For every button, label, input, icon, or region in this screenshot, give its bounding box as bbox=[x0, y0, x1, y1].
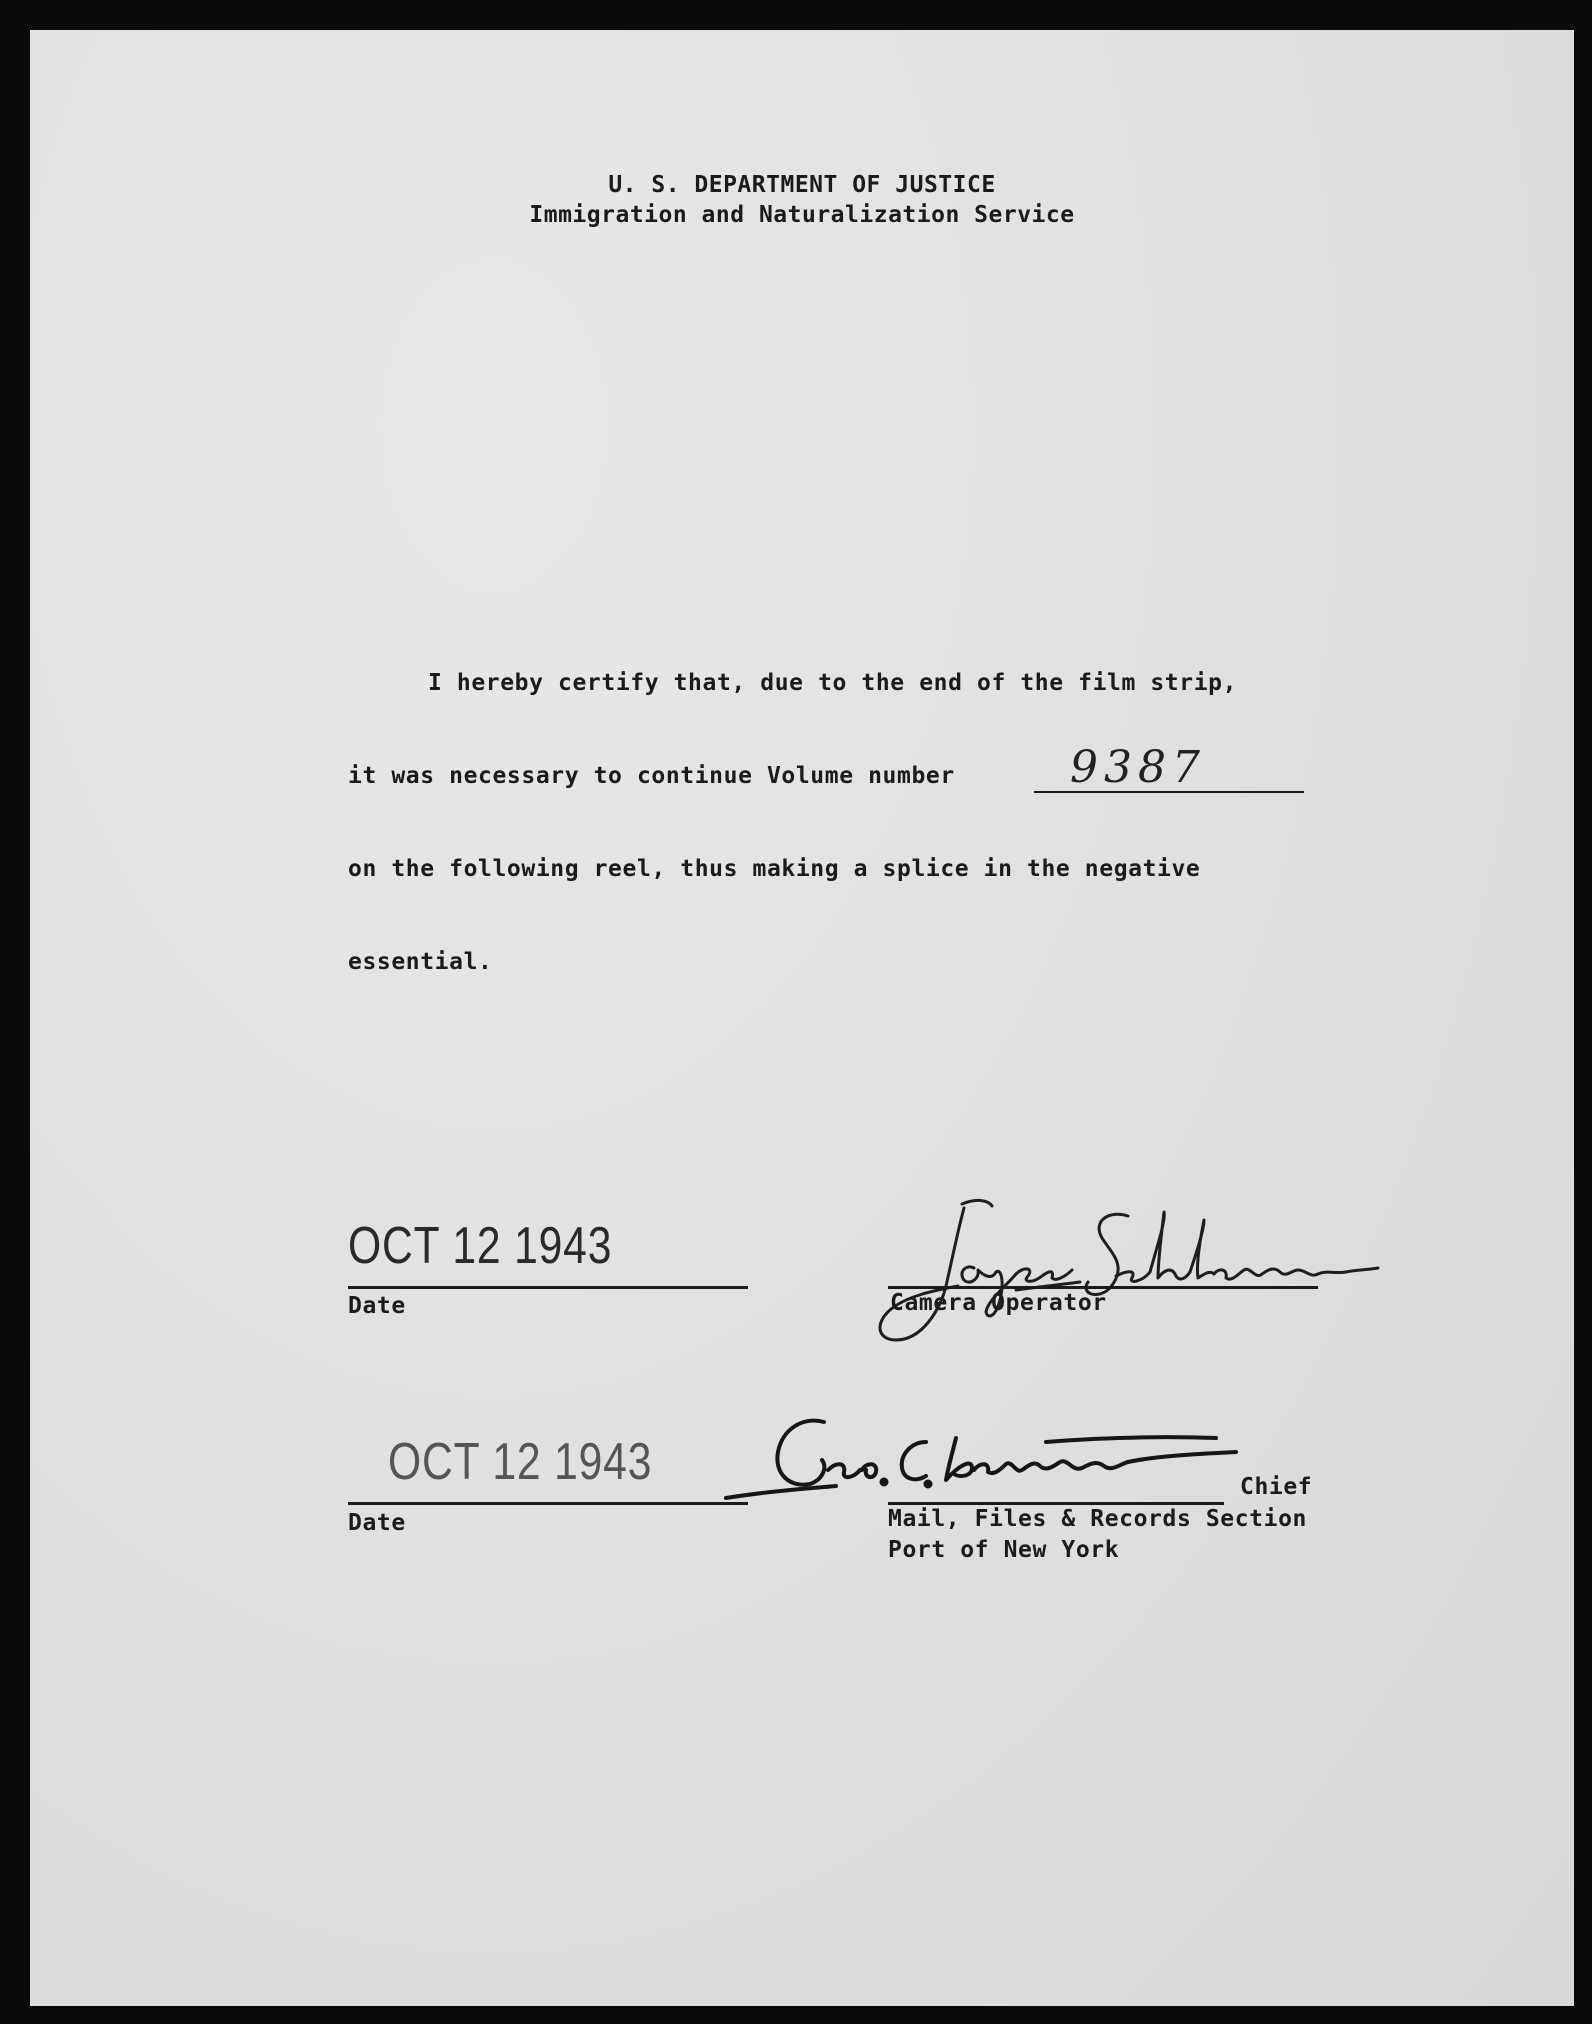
agency-heading: U. S. DEPARTMENT OF JUSTICE bbox=[608, 172, 996, 198]
date-stamp-2: OCT 12 1943 bbox=[388, 1433, 653, 1491]
date-label-1: Date bbox=[348, 1293, 406, 1319]
date-stamp-1: OCT 12 1943 bbox=[348, 1217, 613, 1275]
date-label-2: Date bbox=[348, 1510, 406, 1536]
certification-line-3: on the following reel, thus making a splice in the negative bbox=[348, 856, 1201, 882]
camera-operator-rule bbox=[888, 1286, 1318, 1289]
chief-signature-rule bbox=[888, 1502, 1224, 1505]
certification-line-4: essential. bbox=[348, 949, 493, 975]
volume-number-handwritten: 9387 bbox=[1070, 742, 1206, 793]
camera-operator-signature bbox=[866, 1190, 1406, 1350]
date-rule-2 bbox=[348, 1502, 748, 1505]
document-page bbox=[30, 30, 1574, 2006]
section-title-label: Mail, Files & Records Section bbox=[888, 1506, 1307, 1532]
service-heading: Immigration and Naturalization Service bbox=[529, 202, 1075, 228]
certification-line-1: I hereby certify that, due to the end of the film strip, bbox=[428, 670, 1238, 696]
camera-operator-label: Camera Operator bbox=[890, 1290, 1107, 1316]
date-rule-1 bbox=[348, 1286, 748, 1289]
certification-line-2: it was necessary to continue Volume number bbox=[348, 763, 955, 789]
port-label: Port of New York bbox=[888, 1537, 1120, 1563]
chief-title-label: Chief bbox=[1240, 1474, 1313, 1500]
